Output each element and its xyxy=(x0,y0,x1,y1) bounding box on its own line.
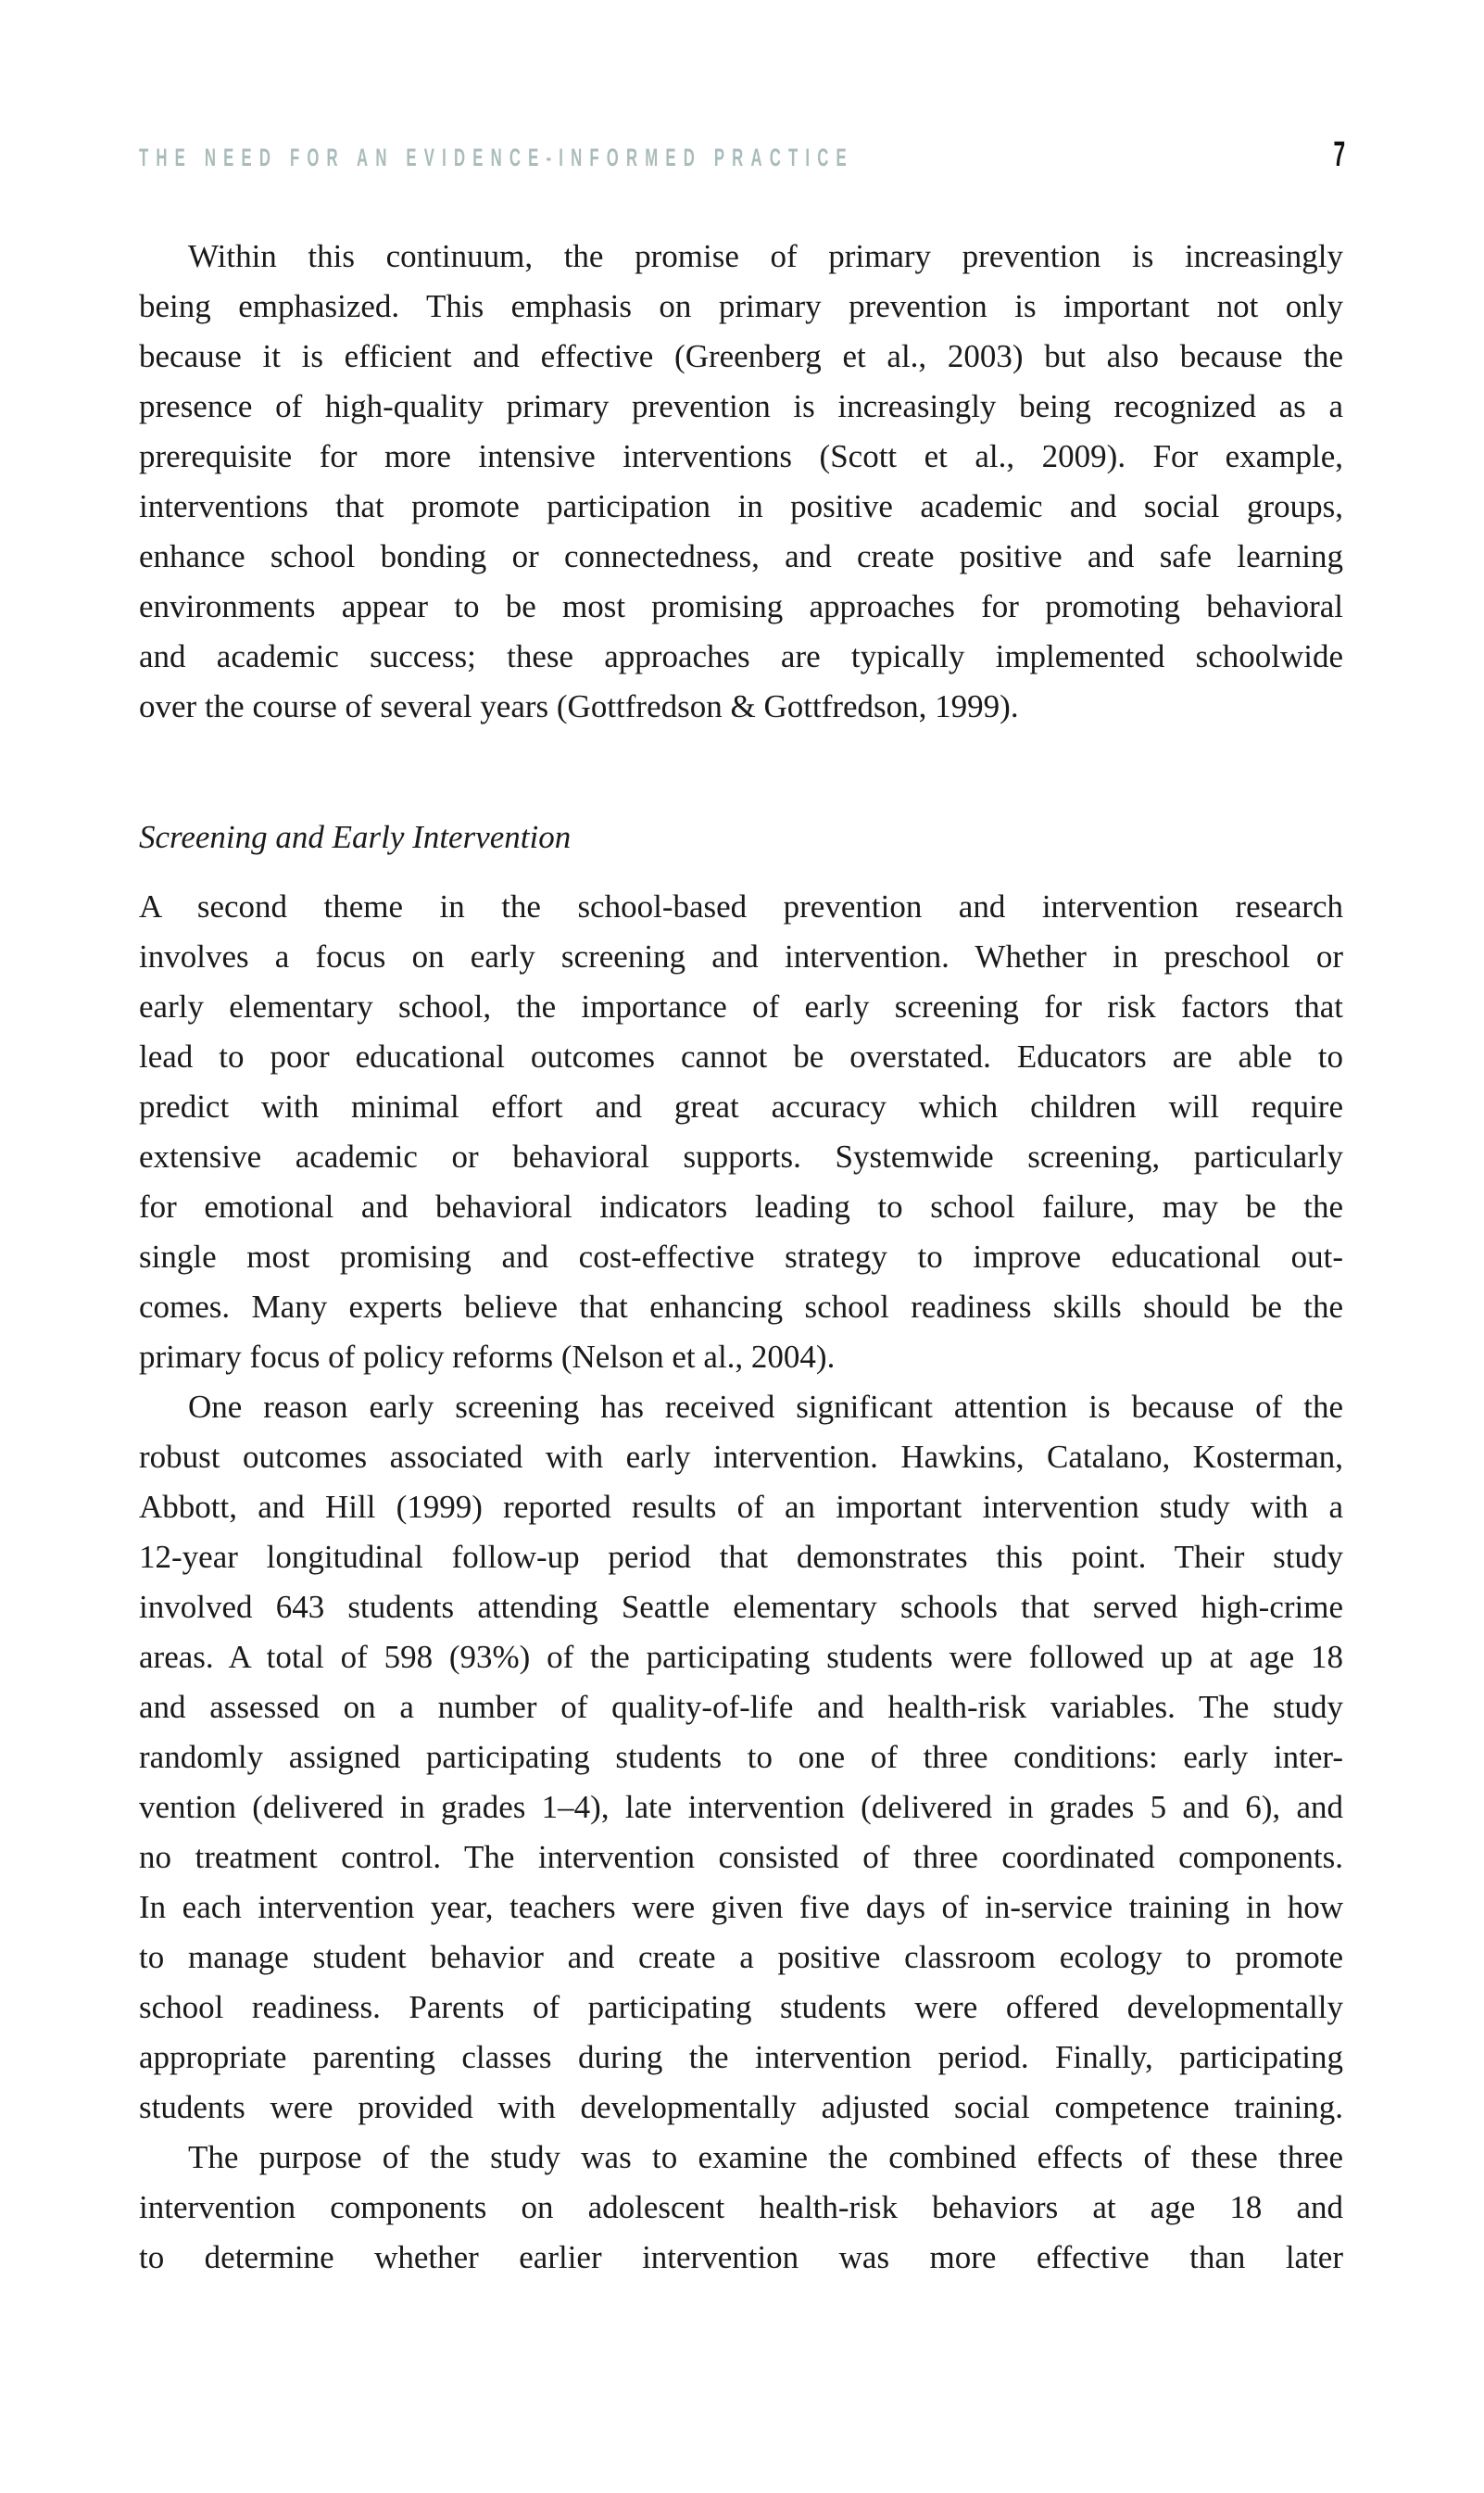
running-head: THE NEED FOR AN EVIDENCE-INFORMED PRACTICE xyxy=(139,144,854,171)
text-line: comes. Many experts believe that enhancing school readiness skills should be the xyxy=(139,1289,1343,1325)
text-line: randomly assigned participating students to one of three conditions: early inter- xyxy=(139,1739,1343,1775)
text-line: environments appear to be most promising approaches for promoting behavioral xyxy=(139,588,1343,624)
text-line: no treatment control. The intervention consisted of three coordinated components. xyxy=(139,1839,1343,1875)
text-line: A second theme in the school-based prevention and intervention research xyxy=(139,888,1343,925)
section-heading: Screening and Early Intervention xyxy=(139,819,572,855)
text-line: and academic success; these approaches are typically implemented schoolwide xyxy=(139,638,1343,674)
text-line: for emotional and behavioral indicators leading to school failure, may be the xyxy=(139,1189,1343,1225)
page-number: 7 xyxy=(1333,135,1345,174)
text-line: presence of high-quality primary prevention is increasingly being recognized as a xyxy=(139,388,1343,424)
text-line: to manage student behavior and create a positive classroom ecology to promote xyxy=(139,1939,1343,1975)
text-line: robust outcomes associated with early intervention. Hawkins, Catalano, Kosterman, xyxy=(139,1439,1343,1475)
text-line: over the course of several years (Gottfredson & Gottfredson, 1999). xyxy=(139,688,1019,724)
text-line: and assessed on a number of quality-of-life and health-risk variables. The study xyxy=(139,1689,1343,1725)
text-line: Within this continuum, the promise of primary prevention is increasingly xyxy=(188,238,1343,274)
text-line: In each intervention year, teachers were given five days of in-service training in how xyxy=(139,1889,1343,1925)
text-line: involves a focus on early screening and intervention. Whether in preschool or xyxy=(139,938,1343,975)
text-line: extensive academic or behavioral supports. Systemwide screening, particularly xyxy=(139,1139,1343,1175)
text-line: One reason early screening has received significant attention is because of the xyxy=(188,1389,1343,1425)
text-line: Abbott, and Hill (1999) reported results of an important intervention study with a xyxy=(139,1489,1343,1525)
text-line: because it is efficient and effective (Greenberg et al., 2003) but also because the xyxy=(139,338,1343,374)
text-line: interventions that promote participation in positive academic and social groups, xyxy=(139,488,1343,524)
text-line: involved 643 students attending Seattle elementary schools that served high-crime xyxy=(139,1589,1343,1625)
text-line: to determine whether earlier intervention was more effective than later xyxy=(139,2239,1343,2275)
text-line: vention (delivered in grades 1–4), late intervention (delivered in grades 5 and 6), and xyxy=(139,1789,1343,1825)
text-line: lead to poor educational outcomes cannot be overstated. Educators are able to xyxy=(139,1039,1343,1075)
text-line: students were provided with developmentally adjusted social competence training. xyxy=(139,2089,1343,2125)
text-line: enhance school bonding or connectedness, and create positive and safe learning xyxy=(139,538,1343,574)
text-line: early elementary school, the importance of early screening for risk factors that xyxy=(139,988,1343,1025)
text-line: prerequisite for more intensive interventions (Scott et al., 2009). For example, xyxy=(139,438,1343,474)
text-line: school readiness. Parents of participating students were offered developmentally xyxy=(139,1989,1343,2025)
text-line: primary focus of policy reforms (Nelson et al., 2004). xyxy=(139,1339,836,1375)
text-line: being emphasized. This emphasis on primary prevention is important not only xyxy=(139,288,1343,324)
text-line: areas. A total of 598 (93%) of the participating students were followed up at age 18 xyxy=(139,1639,1343,1675)
text-line: The purpose of the study was to examine the combined effects of these three xyxy=(188,2139,1343,2175)
text-line: single most promising and cost-effective strategy to improve educational out- xyxy=(139,1239,1343,1275)
text-line: intervention components on adolescent health-risk behaviors at age 18 and xyxy=(139,2189,1343,2225)
text-line: 12-year longitudinal follow-up period that demonstrates this point. Their study xyxy=(139,1539,1343,1575)
text-line: appropriate parenting classes during the intervention period. Finally, participating xyxy=(139,2039,1343,2075)
text-line: predict with minimal effort and great accuracy which children will require xyxy=(139,1089,1343,1125)
